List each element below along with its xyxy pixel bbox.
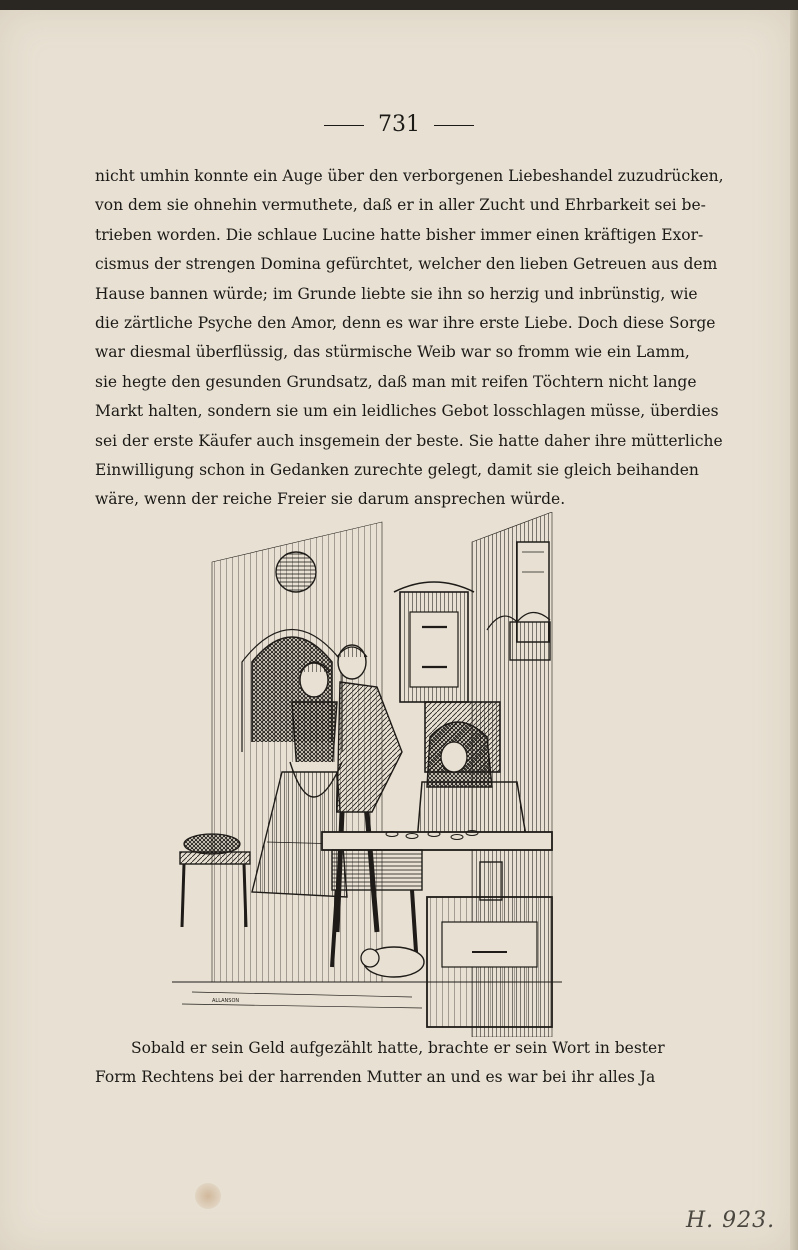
text-line: die zärtliche Psyche den Amor, denn es war ihre erste Liebe. Doch diese Sorge — [95, 313, 716, 332]
text-line: von dem sie ohnehin vermuthete, daß er in aller Zucht und Ehrbarkeit sei be- — [95, 196, 706, 215]
counting-table — [322, 832, 552, 850]
body-text-bottom — [95, 1034, 665, 1093]
text-line: cismus der strengen Domina gefürchtet, welcher den lieben Getreuen aus dem — [95, 255, 718, 274]
plant-pot — [510, 622, 550, 660]
text-line: Sobald er sein Geld aufgezählt hatte, brachte er sein Wort in bester — [131, 1039, 665, 1057]
mug — [480, 862, 502, 900]
text-line: Hause bannen würde; im Grunde liebte sie ihn so herzig und inbrünstig, wie — [95, 284, 698, 303]
page-edge — [790, 10, 798, 1250]
young-woman-bodice — [292, 702, 337, 772]
old-woman-face — [441, 742, 467, 772]
young-man-tunic — [337, 682, 402, 812]
text-line: Einwilligung schon in Gedanken zurechte gelegt, damit sie gleich beihanden — [95, 460, 699, 479]
text-line: sie hegte den gesunden Grundsatz, daß man mit reifen Töchtern nicht lange — [95, 372, 697, 391]
page-number: 731 — [378, 112, 420, 137]
paper-stain — [195, 1183, 221, 1209]
text-line: nicht umhin konnte ein Auge über den verborgenen Liebeshandel zuzudrücken, — [95, 167, 724, 185]
text-line: Form Rechtens bei der harrenden Mutter an und es war bei ihr alles Ja — [95, 1068, 656, 1087]
text-line: Markt halten, sondern sie um ein leidliches Gebot losschlagen müsse, überdies — [95, 402, 719, 421]
text-line: trieben worden. Die schlaue Lucine hatte bisher immer einen kräftigen Exor- — [95, 225, 704, 244]
page-header — [0, 112, 798, 137]
text-line: wäre, wenn der reiche Freier sie darum ansprechen würde. — [95, 490, 566, 509]
engraving-illustration — [172, 512, 562, 1037]
text-line: sei der erste Käufer auch insgemein der beste. Sie hatte daher ihre mütterliche — [95, 431, 723, 450]
handwritten-shelfmark: H. 923. — [686, 1208, 776, 1233]
header-rule-left — [324, 125, 364, 126]
header-rule-right — [434, 125, 474, 126]
wall-medallion — [276, 552, 316, 592]
body-text-top — [95, 162, 724, 515]
engraver-signature: ALLANSON — [212, 998, 240, 1004]
text-line: war diesmal überflüssig, das stürmische Weib war so fromm wie ein Lamm, — [95, 343, 690, 362]
basket — [184, 834, 240, 854]
